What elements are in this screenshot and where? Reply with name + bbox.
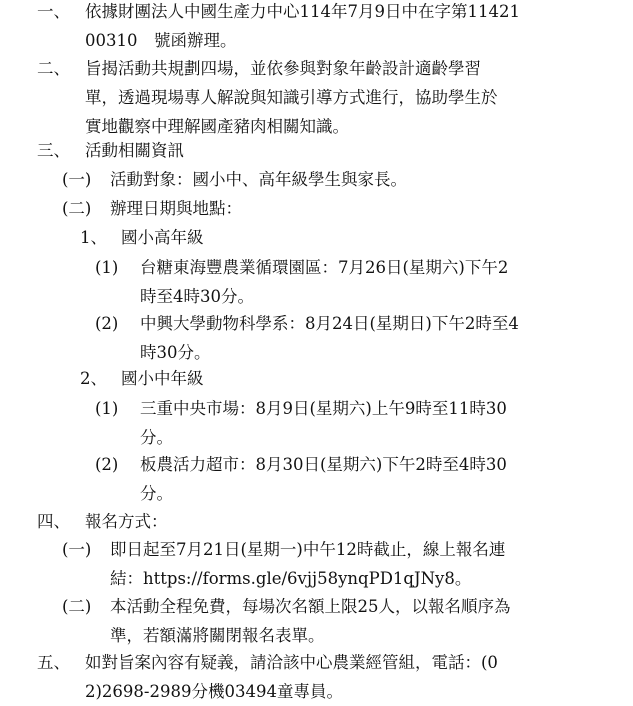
event-text: 台糖東海豐農業循環園區：7月26日(星期六)下午2 時至4時30分。 [140,258,509,306]
section-number: 四、 [37,512,70,531]
group-text: 國小中年級 [121,369,204,388]
subsection-text: 辦理日期與地點： [110,199,242,218]
event-text: 板農活力超市：8月30日(星期六)下午2時至4時30 分。 [140,455,507,503]
section-text: 如對旨案內容有疑義，請洽該中心農業經管組，電話：(0 2)2698-2989分機03494童專員。 [85,653,498,701]
subsection-text: 即日起至7月21日(星期一)中午12時截止，線上報名連 結：https://forms.gle/6vjj58ynqPD1qJNy8。 [110,540,506,588]
group-number: 2、 [80,369,107,388]
subsection-text: 活動對象：國小中、高年級學生與家長。 [110,170,407,189]
group-text: 國小高年級 [121,228,204,247]
event-text: 三重中央市場：8月9日(星期六)上午9時至11時30 分。 [140,399,507,447]
subsection-number: (一) [62,540,92,559]
subsection-number: (一) [62,170,92,189]
event-number: (2) [95,314,119,333]
subsection-number: (二) [62,199,92,218]
event-text: 中興大學動物科學系：8月24日(星期日)下午2時至4 時30分。 [140,314,519,362]
section-number: 一、 [37,2,70,21]
section-number: 二、 [37,59,70,78]
section-text: 依據財團法人中國生產力中心114年7月9日中在字第11421 00310 號函辦理。 [85,2,520,50]
section-text: 旨揭活動共規劃四場，並依參與對象年齡設計適齡學習 單，透過現場專人解說與知識引導方式進行，協助學生於 實地觀察中理解國產豬肉相關知識。 [85,59,498,136]
section-text: 報名方式： [85,512,168,531]
group-number: 1、 [80,228,107,247]
subsection-text: 本活動全程免費，每場次名額上限25人，以報名順序為 準，若額滿將關閉報名表單。 [110,597,511,645]
event-number: (1) [95,399,119,418]
subsection-number: (二) [62,597,92,616]
section-number: 五、 [37,653,70,672]
event-number: (2) [95,455,119,474]
section-text: 活動相關資訊 [85,141,184,160]
event-number: (1) [95,258,119,277]
section-number: 三、 [37,141,70,160]
